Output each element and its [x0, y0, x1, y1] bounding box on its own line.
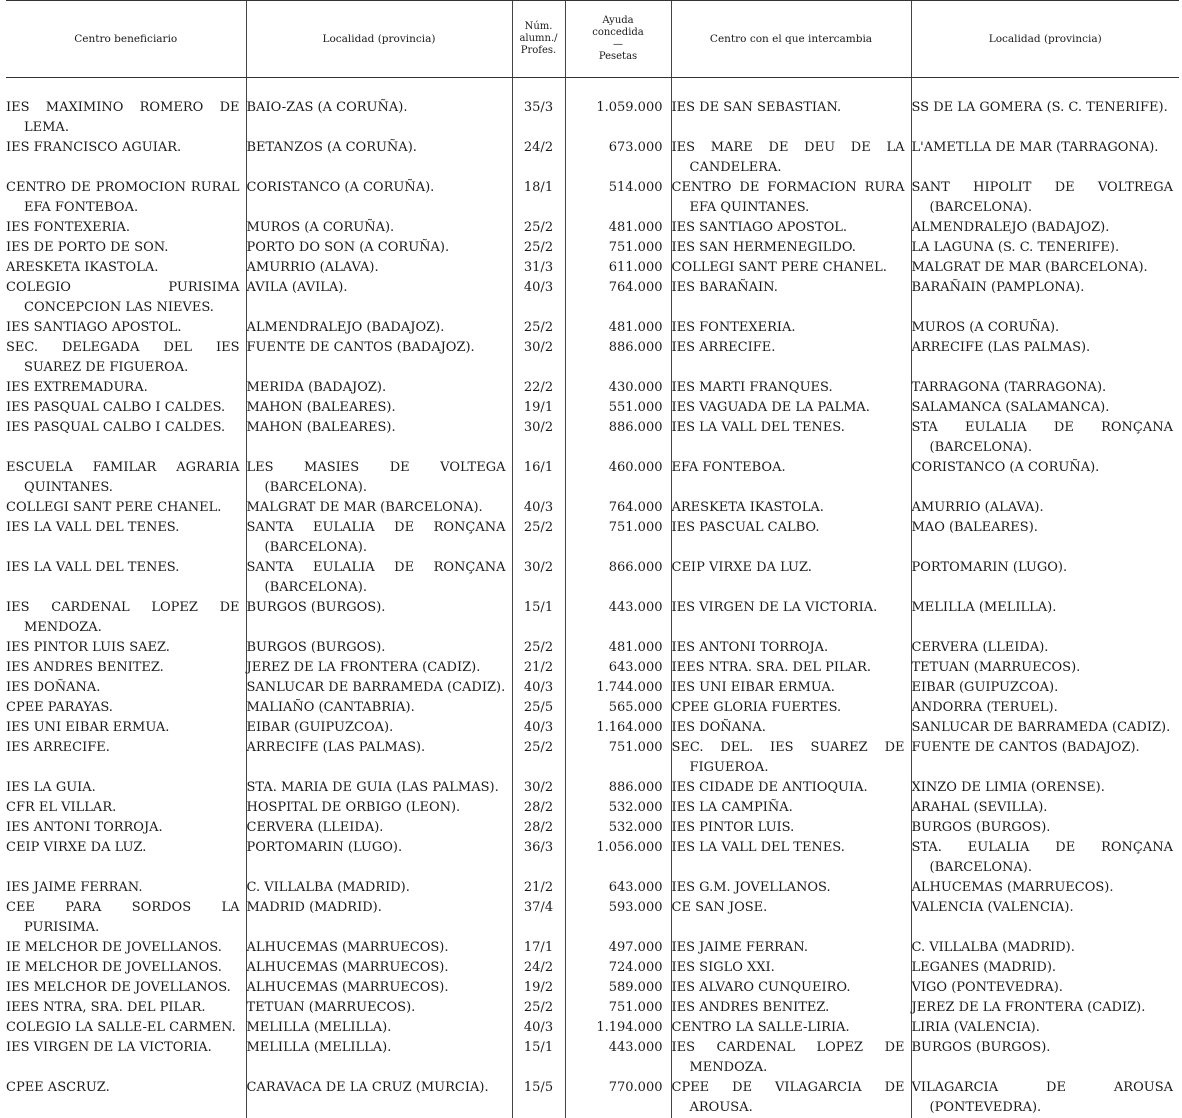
cell-localidad-2: JEREZ DE LA FRONTERA (CADIZ).: [911, 998, 1179, 1018]
cell-num-alumnos: 25/2: [512, 638, 565, 658]
cell-centro-intercambia: IES JAIME FERRAN.: [671, 938, 911, 958]
cell-localidad: AMURRIO (ALAVA).: [246, 258, 512, 278]
cell-centro-intercambia: IES LA VALL DEL TENES.: [671, 418, 911, 458]
cell-num-alumnos: 15/1: [512, 598, 565, 638]
cell-num-alumnos: 28/2: [512, 798, 565, 818]
cell-localidad-2: TETUAN (MARRUECOS).: [911, 658, 1179, 678]
cell-centro: COLEGIO PURISIMA CONCEPCION LAS NIEVES.: [6, 278, 246, 318]
cell-ayuda: 481.000: [565, 638, 671, 658]
cell-ayuda: 866.000: [565, 558, 671, 598]
cell-ayuda: 886.000: [565, 338, 671, 378]
cell-localidad: PORTOMARIN (LUGO).: [246, 838, 512, 878]
cell-centro: IES FONTEXERIA.: [6, 218, 246, 238]
cell-localidad-2: CORISTANCO (A CORUÑA).: [911, 458, 1179, 498]
cell-localidad: MALIAÑO (CANTABRIA).: [246, 698, 512, 718]
cell-num-alumnos: 40/3: [512, 678, 565, 698]
cell-centro: IES DE PORTO DE SON.: [6, 238, 246, 258]
cell-ayuda: 430.000: [565, 378, 671, 398]
cell-num-alumnos: 25/2: [512, 318, 565, 338]
cell-localidad: BETANZOS (A CORUÑA).: [246, 138, 512, 178]
cell-localidad: C. VILLALBA (MADRID).: [246, 878, 512, 898]
cell-centro-intercambia: IEES NTRA. SRA. DEL PILAR.: [671, 658, 911, 678]
cell-num-alumnos: 40/3: [512, 1018, 565, 1038]
cell-centro-intercambia: IES UNI EIBAR ERMUA.: [671, 678, 911, 698]
header-ayuda-line: —: [613, 39, 623, 50]
cell-num-alumnos: 17/1: [512, 938, 565, 958]
table-row: [6, 778, 1179, 798]
table-row: [6, 98, 1179, 138]
cell-localidad-2: BURGOS (BURGOS).: [911, 818, 1179, 838]
table-row: [6, 278, 1179, 318]
cell-ayuda: 1.059.000: [565, 98, 671, 138]
cell-num-alumnos: 15/5: [512, 1078, 565, 1118]
cell-centro: CEE PARA SORDOS LA PURISIMA.: [6, 898, 246, 938]
cell-centro-intercambia: CEIP VIRXE DA LUZ.: [671, 558, 911, 598]
cell-localidad-2: TARRAGONA (TARRAGONA).: [911, 378, 1179, 398]
cell-localidad-2: AMURRIO (ALAVA).: [911, 498, 1179, 518]
cell-centro: CEIP VIRXE DA LUZ.: [6, 838, 246, 878]
cell-localidad: MERIDA (BADAJOZ).: [246, 378, 512, 398]
cell-ayuda: 751.000: [565, 998, 671, 1018]
cell-centro: IE MELCHOR DE JOVELLANOS.: [6, 958, 246, 978]
cell-ayuda: 724.000: [565, 958, 671, 978]
cell-centro-intercambia: IES VIRGEN DE LA VICTORIA.: [671, 598, 911, 638]
cell-localidad: JEREZ DE LA FRONTERA (CADIZ).: [246, 658, 512, 678]
cell-centro-intercambia: CPEE DE VILAGARCIA DE AROUSA.: [671, 1078, 911, 1118]
cell-centro-intercambia: IES CARDENAL LOPEZ DE MENDOZA.: [671, 1038, 911, 1078]
cell-localidad: HOSPITAL DE ORBIGO (LEON).: [246, 798, 512, 818]
cell-num-alumnos: 40/3: [512, 278, 565, 318]
cell-num-alumnos: 25/2: [512, 238, 565, 258]
cell-localidad: MELILLA (MELILLA).: [246, 1038, 512, 1078]
cell-ayuda: 443.000: [565, 1038, 671, 1078]
cell-centro: IES SANTIAGO APOSTOL.: [6, 318, 246, 338]
table-row: [6, 678, 1179, 698]
cell-centro-intercambia: IES SANTIAGO APOSTOL.: [671, 218, 911, 238]
table-row: [6, 458, 1179, 498]
table-row: [6, 238, 1179, 258]
table-row: [6, 1078, 1179, 1118]
cell-num-alumnos: 30/2: [512, 778, 565, 798]
cell-num-alumnos: 21/2: [512, 658, 565, 678]
cell-centro: IES ARRECIFE.: [6, 738, 246, 778]
cell-centro: IEES NTRA, SRA. DEL PILAR.: [6, 998, 246, 1018]
cell-num-alumnos: 22/2: [512, 378, 565, 398]
header-num-line: alumn./: [519, 33, 557, 44]
cell-localidad: ALHUCEMAS (MARRUECOS).: [246, 978, 512, 998]
cell-localidad-2: ANDORRA (TERUEL).: [911, 698, 1179, 718]
cell-num-alumnos: 31/3: [512, 258, 565, 278]
table-row: [6, 698, 1179, 718]
cell-centro-intercambia: IES ALVARO CUNQUEIRO.: [671, 978, 911, 998]
cell-centro: IES MAXIMINO ROMERO DE LEMA.: [6, 98, 246, 138]
cell-ayuda: 1.744.000: [565, 678, 671, 698]
cell-num-alumnos: 25/2: [512, 218, 565, 238]
cell-localidad: ARRECIFE (LAS PALMAS).: [246, 738, 512, 778]
cell-centro-intercambia: CENTRO DE FORMACION RURA EFA QUINTANES.: [671, 178, 911, 218]
cell-ayuda: 593.000: [565, 898, 671, 938]
cell-localidad: SANLUCAR DE BARRAMEDA (CADIZ).: [246, 678, 512, 698]
cell-localidad: AVILA (AVILA).: [246, 278, 512, 318]
cell-centro-intercambia: IES SAN HERMENEGILDO.: [671, 238, 911, 258]
table-row: [6, 898, 1179, 938]
cell-centro: IES ANTONI TORROJA.: [6, 818, 246, 838]
cell-ayuda: 751.000: [565, 518, 671, 558]
cell-num-alumnos: 30/2: [512, 558, 565, 598]
cell-localidad: BURGOS (BURGOS).: [246, 638, 512, 658]
cell-centro-intercambia: IES PASCUAL CALBO.: [671, 518, 911, 558]
cell-num-alumnos: 35/3: [512, 98, 565, 138]
cell-centro-intercambia: IES VAGUADA DE LA PALMA.: [671, 398, 911, 418]
cell-localidad: ALHUCEMAS (MARRUECOS).: [246, 938, 512, 958]
cell-ayuda: 1.056.000: [565, 838, 671, 878]
header-ayuda: [565, 1, 671, 78]
cell-centro-intercambia: ARESKETA IKASTOLA.: [671, 498, 911, 518]
cell-centro: COLEGIO LA SALLE-EL CARMEN.: [6, 1018, 246, 1038]
cell-ayuda: 643.000: [565, 878, 671, 898]
cell-num-alumnos: 19/2: [512, 978, 565, 998]
cell-localidad: ALHUCEMAS (MARRUECOS).: [246, 958, 512, 978]
header-centro: Centro beneficiario: [6, 1, 246, 78]
cell-centro: IES LA VALL DEL TENES.: [6, 518, 246, 558]
table-row: [6, 638, 1179, 658]
cell-centro-intercambia: IES CIDADE DE ANTIOQUIA.: [671, 778, 911, 798]
cell-centro: IES ANDRES BENITEZ.: [6, 658, 246, 678]
cell-ayuda: 643.000: [565, 658, 671, 678]
cell-ayuda: 1.194.000: [565, 1018, 671, 1038]
cell-ayuda: 673.000: [565, 138, 671, 178]
cell-localidad: PORTO DO SON (A CORUÑA).: [246, 238, 512, 258]
cell-ayuda: 514.000: [565, 178, 671, 218]
table-row: [6, 658, 1179, 678]
table-row: [6, 518, 1179, 558]
cell-ayuda: 764.000: [565, 498, 671, 518]
cell-centro: IES VIRGEN DE LA VICTORIA.: [6, 1038, 246, 1078]
cell-localidad: MALGRAT DE MAR (BARCELONA).: [246, 498, 512, 518]
cell-num-alumnos: 25/2: [512, 738, 565, 778]
header-ayuda-line: concedida: [592, 27, 644, 38]
cell-localidad-2: LIRIA (VALENCIA).: [911, 1018, 1179, 1038]
table-row: [6, 398, 1179, 418]
table-row: [6, 338, 1179, 378]
cell-localidad-2: CERVERA (LLEIDA).: [911, 638, 1179, 658]
header-localidad: Localidad (provincia): [246, 1, 512, 78]
spacer-row: [6, 78, 1179, 99]
table-row: [6, 798, 1179, 818]
header-ayuda-line: Ayuda: [602, 15, 633, 26]
table-row: [6, 558, 1179, 598]
cell-centro-intercambia: SEC. DEL. IES SUAREZ DE FIGUEROA.: [671, 738, 911, 778]
cell-centro: CPEE PARAYAS.: [6, 698, 246, 718]
cell-ayuda: 551.000: [565, 398, 671, 418]
cell-localidad: SANTA EULALIA DE RONÇANA (BARCELONA).: [246, 558, 512, 598]
cell-ayuda: 886.000: [565, 778, 671, 798]
cell-localidad-2: LA LAGUNA (S. C. TENERIFE).: [911, 238, 1179, 258]
cell-localidad-2: EIBAR (GUIPUZCOA).: [911, 678, 1179, 698]
cell-centro: ARESKETA IKASTOLA.: [6, 258, 246, 278]
table-body: [6, 78, 1179, 1118]
table-row: [6, 738, 1179, 778]
cell-localidad-2: LEGANES (MADRID).: [911, 958, 1179, 978]
table-row: [6, 838, 1179, 878]
cell-centro-intercambia: EFA FONTEBOA.: [671, 458, 911, 498]
cell-ayuda: 481.000: [565, 318, 671, 338]
cell-ayuda: 532.000: [565, 798, 671, 818]
cell-localidad: FUENTE DE CANTOS (BADAJOZ).: [246, 338, 512, 378]
cell-localidad: MUROS (A CORUÑA).: [246, 218, 512, 238]
cell-localidad-2: STA EULALIA DE RONÇANA (BARCELONA).: [911, 418, 1179, 458]
cell-localidad: BAIO-ZAS (A CORUÑA).: [246, 98, 512, 138]
cell-localidad: MAHON (BALEARES).: [246, 418, 512, 458]
cell-centro-intercambia: CPEE GLORIA FUERTES.: [671, 698, 911, 718]
cell-localidad-2: SALAMANCA (SALAMANCA).: [911, 398, 1179, 418]
cell-centro-intercambia: IES LA VALL DEL TENES.: [671, 838, 911, 878]
cell-localidad: BURGOS (BURGOS).: [246, 598, 512, 638]
cell-ayuda: 460.000: [565, 458, 671, 498]
cell-centro-intercambia: IES SIGLO XXI.: [671, 958, 911, 978]
cell-num-alumnos: 21/2: [512, 878, 565, 898]
cell-num-alumnos: 15/1: [512, 1038, 565, 1078]
cell-localidad-2: MELILLA (MELILLA).: [911, 598, 1179, 638]
cell-localidad: LES MASIES DE VOLTEGA (BARCELONA).: [246, 458, 512, 498]
cell-centro: ESCUELA FAMILAR AGRARIA QUINTANES.: [6, 458, 246, 498]
cell-localidad-2: BURGOS (BURGOS).: [911, 1038, 1179, 1078]
table-row: [6, 978, 1179, 998]
table-row: [6, 878, 1179, 898]
cell-centro-intercambia: CE SAN JOSE.: [671, 898, 911, 938]
cell-localidad: CARAVACA DE LA CRUZ (MURCIA).: [246, 1078, 512, 1118]
grants-table: [6, 0, 1179, 1118]
cell-localidad: MELILLA (MELILLA).: [246, 1018, 512, 1038]
cell-ayuda: 481.000: [565, 218, 671, 238]
cell-centro-intercambia: IES FONTEXERIA.: [671, 318, 911, 338]
cell-localidad-2: BARAÑAIN (PAMPLONA).: [911, 278, 1179, 318]
cell-localidad-2: PORTOMARIN (LUGO).: [911, 558, 1179, 598]
cell-localidad: MAHON (BALEARES).: [246, 398, 512, 418]
table-row: [6, 1038, 1179, 1078]
cell-centro-intercambia: CENTRO LA SALLE-LIRIA.: [671, 1018, 911, 1038]
cell-localidad-2: C. VILLALBA (MADRID).: [911, 938, 1179, 958]
cell-centro-intercambia: IES DE SAN SEBASTIAN.: [671, 98, 911, 138]
cell-localidad-2: SANT HIPOLIT DE VOLTREGA (BARCELONA).: [911, 178, 1179, 218]
table-row: [6, 318, 1179, 338]
cell-localidad: MADRID (MADRID).: [246, 898, 512, 938]
cell-num-alumnos: 18/1: [512, 178, 565, 218]
cell-localidad-2: VIGO (PONTEVEDRA).: [911, 978, 1179, 998]
cell-centro-intercambia: IES MARTI FRANQUES.: [671, 378, 911, 398]
cell-localidad-2: FUENTE DE CANTOS (BADAJOZ).: [911, 738, 1179, 778]
cell-centro-intercambia: IES MARE DE DEU DE LA CANDELERA.: [671, 138, 911, 178]
cell-ayuda: 751.000: [565, 238, 671, 258]
cell-ayuda: 532.000: [565, 818, 671, 838]
cell-ayuda: 497.000: [565, 938, 671, 958]
header-num-line: Núm.: [525, 21, 553, 32]
table-row: [6, 418, 1179, 458]
cell-localidad: CORISTANCO (A CORUÑA).: [246, 178, 512, 218]
cell-centro: CPEE ASCRUZ.: [6, 1078, 246, 1118]
cell-centro-intercambia: IES G.M. JOVELLANOS.: [671, 878, 911, 898]
cell-centro: IES UNI EIBAR ERMUA.: [6, 718, 246, 738]
cell-centro: IES EXTREMADURA.: [6, 378, 246, 398]
cell-num-alumnos: 37/4: [512, 898, 565, 938]
cell-centro: IES FRANCISCO AGUIAR.: [6, 138, 246, 178]
cell-centro: IES JAIME FERRAN.: [6, 878, 246, 898]
cell-localidad-2: ALMENDRALEJO (BADAJOZ).: [911, 218, 1179, 238]
cell-ayuda: 770.000: [565, 1078, 671, 1118]
table-row: [6, 218, 1179, 238]
cell-centro: IES LA VALL DEL TENES.: [6, 558, 246, 598]
cell-num-alumnos: 16/1: [512, 458, 565, 498]
cell-localidad-2: ARAHAL (SEVILLA).: [911, 798, 1179, 818]
cell-localidad: STA. MARIA DE GUIA (LAS PALMAS).: [246, 778, 512, 798]
cell-ayuda: 751.000: [565, 738, 671, 778]
cell-num-alumnos: 24/2: [512, 138, 565, 178]
document-page: [6, 0, 1179, 1084]
cell-localidad-2: XINZO DE LIMIA (ORENSE).: [911, 778, 1179, 798]
cell-num-alumnos: 25/5: [512, 698, 565, 718]
table-header: [6, 1, 1179, 78]
cell-localidad-2: VALENCIA (VALENCIA).: [911, 898, 1179, 938]
table-row: [6, 818, 1179, 838]
cell-ayuda: 565.000: [565, 698, 671, 718]
cell-centro: CFR EL VILLAR.: [6, 798, 246, 818]
cell-centro: IES DOÑANA.: [6, 678, 246, 698]
table-row: [6, 998, 1179, 1018]
cell-localidad: TETUAN (MARRUECOS).: [246, 998, 512, 1018]
cell-ayuda: 886.000: [565, 418, 671, 458]
cell-centro: IES CARDENAL LOPEZ DE MENDOZA.: [6, 598, 246, 638]
cell-ayuda: 611.000: [565, 258, 671, 278]
cell-ayuda: 443.000: [565, 598, 671, 638]
cell-localidad: SANTA EULALIA DE RONÇANA (BARCELONA).: [246, 518, 512, 558]
cell-localidad-2: MUROS (A CORUÑA).: [911, 318, 1179, 338]
cell-localidad-2: MALGRAT DE MAR (BARCELONA).: [911, 258, 1179, 278]
cell-centro: COLLEGI SANT PERE CHANEL.: [6, 498, 246, 518]
header-centro-intercambia: Centro con el que intercambia: [671, 1, 911, 78]
cell-localidad-2: SANLUCAR DE BARRAMEDA (CADIZ).: [911, 718, 1179, 738]
cell-num-alumnos: 19/1: [512, 398, 565, 418]
cell-num-alumnos: 28/2: [512, 818, 565, 838]
cell-centro: IES PASQUAL CALBO I CALDES.: [6, 398, 246, 418]
cell-localidad-2: MAO (BALEARES).: [911, 518, 1179, 558]
cell-centro: CENTRO DE PROMOCION RURAL EFA FONTEBOA.: [6, 178, 246, 218]
cell-centro-intercambia: IES LA CAMPIÑA.: [671, 798, 911, 818]
cell-localidad-2: STA. EULALIA DE RONÇANA (BARCELONA).: [911, 838, 1179, 878]
header-num-line: Profes.: [521, 45, 556, 56]
cell-localidad-2: L'AMETLLA DE MAR (TARRAGONA).: [911, 138, 1179, 178]
cell-centro: SEC. DELEGADA DEL IES SUAREZ DE FIGUEROA.: [6, 338, 246, 378]
table-row: [6, 498, 1179, 518]
table-row: [6, 1018, 1179, 1038]
table-row: [6, 938, 1179, 958]
cell-centro: IES PASQUAL CALBO I CALDES.: [6, 418, 246, 458]
cell-localidad-2: ARRECIFE (LAS PALMAS).: [911, 338, 1179, 378]
cell-num-alumnos: 30/2: [512, 338, 565, 378]
cell-centro: IES PINTOR LUIS SAEZ.: [6, 638, 246, 658]
cell-centro-intercambia: IES PINTOR LUIS.: [671, 818, 911, 838]
cell-localidad: EIBAR (GUIPUZCOA).: [246, 718, 512, 738]
cell-centro-intercambia: IES ARRECIFE.: [671, 338, 911, 378]
table-row: [6, 598, 1179, 638]
cell-localidad-2: SS DE LA GOMERA (S. C. TENERIFE).: [911, 98, 1179, 138]
cell-num-alumnos: 40/3: [512, 718, 565, 738]
table-row: [6, 718, 1179, 738]
cell-centro: IE MELCHOR DE JOVELLANOS.: [6, 938, 246, 958]
cell-num-alumnos: 36/3: [512, 838, 565, 878]
table-row: [6, 178, 1179, 218]
table-row: [6, 258, 1179, 278]
cell-localidad-2: ALHUCEMAS (MARRUECOS).: [911, 878, 1179, 898]
cell-num-alumnos: 24/2: [512, 958, 565, 978]
cell-ayuda: 764.000: [565, 278, 671, 318]
cell-ayuda: 589.000: [565, 978, 671, 998]
cell-centro-intercambia: IES ANTONI TORROJA.: [671, 638, 911, 658]
header-localidad-2: Localidad (provincia): [911, 1, 1179, 78]
cell-centro: IES LA GUIA.: [6, 778, 246, 798]
cell-num-alumnos: 30/2: [512, 418, 565, 458]
header-num-alumnos: [512, 1, 565, 78]
cell-centro: IES MELCHOR DE JOVELLANOS.: [6, 978, 246, 998]
table-row: [6, 378, 1179, 398]
cell-localidad: CERVERA (LLEIDA).: [246, 818, 512, 838]
cell-centro-intercambia: COLLEGI SANT PERE CHANEL.: [671, 258, 911, 278]
table-row: [6, 958, 1179, 978]
table-row: [6, 138, 1179, 178]
cell-localidad-2: VILAGARCIA DE AROUSA (PONTEVEDRA).: [911, 1078, 1179, 1118]
cell-num-alumnos: 40/3: [512, 498, 565, 518]
cell-num-alumnos: 25/2: [512, 518, 565, 558]
cell-ayuda: 1.164.000: [565, 718, 671, 738]
cell-localidad: ALMENDRALEJO (BADAJOZ).: [246, 318, 512, 338]
cell-centro-intercambia: IES ANDRES BENITEZ.: [671, 998, 911, 1018]
cell-num-alumnos: 25/2: [512, 998, 565, 1018]
cell-centro-intercambia: IES DOÑANA.: [671, 718, 911, 738]
cell-centro-intercambia: IES BARAÑAIN.: [671, 278, 911, 318]
header-ayuda-line: Pesetas: [599, 51, 637, 62]
